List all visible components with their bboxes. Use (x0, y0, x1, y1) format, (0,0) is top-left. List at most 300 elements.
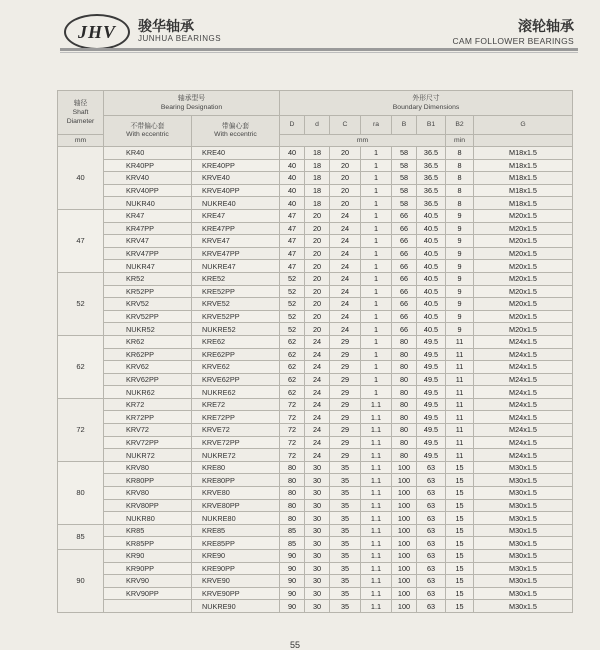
dim-C-cell: 24 (330, 285, 361, 298)
thread-G-cell: M30x1.5 (474, 512, 573, 525)
dim-d-cell: 18 (305, 172, 330, 185)
dim-B-cell: 80 (392, 361, 417, 374)
dim-D-cell: 85 (280, 524, 305, 537)
with-eccentric-en: With eccentric (214, 131, 257, 138)
table-row (58, 411, 573, 424)
dim-B2-cell: 9 (446, 272, 474, 285)
dim-ra-cell: 1.1 (361, 449, 392, 462)
designation-with-cell: KRE72PP (192, 411, 280, 424)
thread-G-cell: M24x1.5 (474, 424, 573, 437)
thread-G-cell: M24x1.5 (474, 348, 573, 361)
dim-D-cell: 62 (280, 361, 305, 374)
dim-ra-cell: 1.1 (361, 537, 392, 550)
designation-without-cell: NUKR52 (104, 323, 192, 336)
table-row (58, 184, 573, 197)
designation-header (104, 91, 280, 116)
dim-B1-cell: 63 (417, 524, 446, 537)
dim-d-cell: 24 (305, 361, 330, 374)
unit-blank (474, 135, 573, 147)
dim-B2-cell: 11 (446, 411, 474, 424)
unit-min: min (446, 135, 474, 147)
dim-D-cell: 52 (280, 298, 305, 311)
dim-d-cell: 24 (305, 436, 330, 449)
designation-with-cell: KRVE40PP (192, 184, 280, 197)
dim-B1-cell: 36.5 (417, 184, 446, 197)
dim-B1-cell: 36.5 (417, 159, 446, 172)
dim-B-cell: 100 (392, 512, 417, 525)
designation-with-cell: KRE90 (192, 550, 280, 563)
dim-ra-cell: 1 (361, 285, 392, 298)
thread-G-cell: M20x1.5 (474, 298, 573, 311)
dim-B2-cell: 8 (446, 172, 474, 185)
dim-B-cell: 58 (392, 184, 417, 197)
dim-B-cell: 100 (392, 524, 417, 537)
dim-D-cell: 72 (280, 449, 305, 462)
dim-D-cell: 47 (280, 209, 305, 222)
designation-with-cell: NUKRE40 (192, 197, 280, 210)
dim-d-cell: 20 (305, 323, 330, 336)
dim-B-cell: 80 (392, 411, 417, 424)
dim-B1-cell: 40.5 (417, 298, 446, 311)
table-row (58, 310, 573, 323)
designation-without-cell: NUKR62 (104, 386, 192, 399)
dim-B1-cell: 63 (417, 600, 446, 613)
dim-D-cell: 62 (280, 373, 305, 386)
dim-B-cell: 66 (392, 323, 417, 336)
dim-ra-cell: 1 (361, 222, 392, 235)
designation-without-cell: KRV80PP (104, 499, 192, 512)
dim-B1-cell: 40.5 (417, 235, 446, 248)
dim-B-cell: 66 (392, 260, 417, 273)
designation-with-cell: NUKRE52 (192, 323, 280, 336)
dim-D-cell: 62 (280, 386, 305, 399)
dim-C-cell: 35 (330, 575, 361, 588)
dim-B2-cell: 15 (446, 600, 474, 613)
dim-D-cell: 85 (280, 537, 305, 550)
designation-with-cell: KRVE52PP (192, 310, 280, 323)
designation-with-cell: NUKRE72 (192, 449, 280, 462)
dim-C-cell: 35 (330, 600, 361, 613)
thread-G-cell: M20x1.5 (474, 235, 573, 248)
shaft-diameter-cell: 47 (58, 209, 104, 272)
dim-C-cell: 24 (330, 310, 361, 323)
dim-C-cell: 29 (330, 411, 361, 424)
dim-D-cell: 72 (280, 398, 305, 411)
dim-d-cell: 30 (305, 487, 330, 500)
col-header-D: D (280, 116, 305, 135)
thread-G-cell: M30x1.5 (474, 537, 573, 550)
dim-ra-cell: 1 (361, 260, 392, 273)
designation-with-cell: NUKRE62 (192, 386, 280, 399)
dim-C-cell: 20 (330, 147, 361, 160)
designation-with-cell: KRVE90 (192, 575, 280, 588)
dim-B2-cell: 9 (446, 247, 474, 260)
dim-B2-cell: 15 (446, 474, 474, 487)
table-row (58, 335, 573, 348)
dim-B1-cell: 40.5 (417, 260, 446, 273)
dim-ra-cell: 1 (361, 361, 392, 374)
dim-B2-cell: 11 (446, 335, 474, 348)
designation-with-cell: KRVE62 (192, 361, 280, 374)
dim-C-cell: 20 (330, 172, 361, 185)
designation-without-cell: KRV72PP (104, 436, 192, 449)
designation-without-cell (104, 600, 192, 613)
dim-B2-cell: 11 (446, 449, 474, 462)
dim-B1-cell: 40.5 (417, 209, 446, 222)
designation-without-cell: KR62PP (104, 348, 192, 361)
dim-B2-cell: 8 (446, 147, 474, 160)
dim-B2-cell: 11 (446, 436, 474, 449)
dim-C-cell: 24 (330, 298, 361, 311)
dim-d-cell: 18 (305, 184, 330, 197)
table-row (58, 424, 573, 437)
dim-B-cell: 80 (392, 436, 417, 449)
table-row (58, 147, 573, 160)
dim-B-cell: 80 (392, 348, 417, 361)
dim-d-cell: 18 (305, 197, 330, 210)
dim-d-cell: 24 (305, 424, 330, 437)
dim-D-cell: 62 (280, 335, 305, 348)
dim-D-cell: 80 (280, 487, 305, 500)
dim-B1-cell: 63 (417, 537, 446, 550)
dim-B2-cell: 9 (446, 285, 474, 298)
dim-ra-cell: 1 (361, 147, 392, 160)
dim-C-cell: 35 (330, 524, 361, 537)
dim-d-cell: 30 (305, 461, 330, 474)
table-row (58, 499, 573, 512)
dim-B2-cell: 15 (446, 575, 474, 588)
dim-d-cell: 30 (305, 587, 330, 600)
dim-C-cell: 24 (330, 235, 361, 248)
thread-G-cell: M30x1.5 (474, 524, 573, 537)
dim-D-cell: 52 (280, 310, 305, 323)
dim-B2-cell: 8 (446, 159, 474, 172)
dim-B1-cell: 40.5 (417, 272, 446, 285)
dim-D-cell: 40 (280, 172, 305, 185)
dim-d-cell: 30 (305, 524, 330, 537)
thread-G-cell: M30x1.5 (474, 474, 573, 487)
dim-B1-cell: 49.5 (417, 361, 446, 374)
table-row (58, 285, 573, 298)
dim-B2-cell: 15 (446, 499, 474, 512)
designation-without-cell: KR72 (104, 398, 192, 411)
dim-B1-cell: 36.5 (417, 147, 446, 160)
dim-C-cell: 35 (330, 499, 361, 512)
dim-ra-cell: 1.1 (361, 524, 392, 537)
dim-C-cell: 29 (330, 424, 361, 437)
dim-B2-cell: 9 (446, 235, 474, 248)
table-row (58, 474, 573, 487)
dim-B2-cell: 15 (446, 562, 474, 575)
dim-d-cell: 30 (305, 550, 330, 563)
dim-ra-cell: 1 (361, 298, 392, 311)
designation-without-cell: KRV90PP (104, 587, 192, 600)
shaft-header (58, 91, 104, 135)
thread-G-cell: M20x1.5 (474, 222, 573, 235)
dim-B1-cell: 63 (417, 587, 446, 600)
designation-header-cn: 轴承型号 (177, 95, 206, 102)
dim-d-cell: 30 (305, 575, 330, 588)
dim-D-cell: 90 (280, 600, 305, 613)
designation-with-cell: KRE62 (192, 335, 280, 348)
dim-d-cell: 30 (305, 512, 330, 525)
table-row (58, 550, 573, 563)
table-row (58, 436, 573, 449)
designation-with-cell: KRVE52 (192, 298, 280, 311)
shaft-header-en2: Diameter (66, 118, 95, 125)
dim-D-cell: 40 (280, 184, 305, 197)
dim-B-cell: 100 (392, 575, 417, 588)
dim-ra-cell: 1.1 (361, 436, 392, 449)
dim-B-cell: 58 (392, 197, 417, 210)
page-title-cn: 滚轮轴承 (518, 18, 574, 34)
bearing-spec-table (57, 90, 573, 613)
designation-without-cell: KR72PP (104, 411, 192, 424)
designation-without-cell: KRV80 (104, 461, 192, 474)
thread-G-cell: M24x1.5 (474, 449, 573, 462)
designation-without-cell: KR85PP (104, 537, 192, 550)
thread-G-cell: M30x1.5 (474, 550, 573, 563)
dim-B-cell: 100 (392, 587, 417, 600)
dim-ra-cell: 1 (361, 373, 392, 386)
designation-with-cell: KRE40PP (192, 159, 280, 172)
dim-C-cell: 24 (330, 272, 361, 285)
shaft-diameter-cell: 72 (58, 398, 104, 461)
designation-header-en: Bearing Designation (160, 104, 223, 111)
designation-without-cell: KR80PP (104, 474, 192, 487)
dim-B1-cell: 63 (417, 512, 446, 525)
thread-G-cell: M18x1.5 (474, 159, 573, 172)
dim-d-cell: 24 (305, 373, 330, 386)
dim-B1-cell: 49.5 (417, 411, 446, 424)
shaft-header-cn: 轴径 (73, 100, 88, 107)
dim-B2-cell: 15 (446, 461, 474, 474)
logo-text: JHV (77, 21, 116, 42)
designation-without-cell: KR47 (104, 209, 192, 222)
table-row (58, 524, 573, 537)
dim-D-cell: 72 (280, 411, 305, 424)
brand-name-cn: 骏华轴承 (138, 18, 194, 34)
dim-d-cell: 20 (305, 222, 330, 235)
dim-D-cell: 52 (280, 323, 305, 336)
designation-with-cell: KRE85PP (192, 537, 280, 550)
dim-B2-cell: 9 (446, 298, 474, 311)
table-row (58, 575, 573, 588)
dim-ra-cell: 1.1 (361, 600, 392, 613)
dim-C-cell: 35 (330, 550, 361, 563)
dim-B1-cell: 63 (417, 562, 446, 575)
dim-C-cell: 29 (330, 335, 361, 348)
shaft-unit: mm (58, 135, 104, 147)
designation-without-cell: KRV62PP (104, 373, 192, 386)
designation-without-cell: KRV47 (104, 235, 192, 248)
table-row (58, 235, 573, 248)
table-row (58, 587, 573, 600)
thread-G-cell: M24x1.5 (474, 436, 573, 449)
dim-B-cell: 58 (392, 172, 417, 185)
dim-ra-cell: 1 (361, 348, 392, 361)
table-row (58, 386, 573, 399)
dim-B2-cell: 15 (446, 537, 474, 550)
designation-with-cell: KRE72 (192, 398, 280, 411)
shaft-diameter-cell: 80 (58, 461, 104, 524)
dim-B2-cell: 9 (446, 260, 474, 273)
designation-without-cell: KR40 (104, 147, 192, 160)
dim-D-cell: 62 (280, 348, 305, 361)
dim-ra-cell: 1 (361, 310, 392, 323)
table-row (58, 512, 573, 525)
dim-C-cell: 35 (330, 537, 361, 550)
col-header-B2: B2 (446, 116, 474, 135)
dim-B1-cell: 40.5 (417, 222, 446, 235)
dim-D-cell: 47 (280, 235, 305, 248)
dim-ra-cell: 1.1 (361, 575, 392, 588)
dim-B1-cell: 40.5 (417, 323, 446, 336)
dim-ra-cell: 1.1 (361, 461, 392, 474)
dim-B1-cell: 63 (417, 575, 446, 588)
dim-d-cell: 18 (305, 159, 330, 172)
thread-G-cell: M30x1.5 (474, 587, 573, 600)
dim-B2-cell: 11 (446, 424, 474, 437)
dim-D-cell: 80 (280, 474, 305, 487)
dim-d-cell: 30 (305, 600, 330, 613)
designation-without-cell: KR52PP (104, 285, 192, 298)
thread-G-cell: M20x1.5 (474, 209, 573, 222)
dim-ra-cell: 1.1 (361, 587, 392, 600)
thread-G-cell: M24x1.5 (474, 398, 573, 411)
dim-C-cell: 35 (330, 474, 361, 487)
dim-C-cell: 35 (330, 587, 361, 600)
shaft-header-en: Shaft (72, 109, 89, 116)
table-row (58, 373, 573, 386)
header-divider (60, 48, 578, 51)
designation-without-cell: KRV40PP (104, 184, 192, 197)
table-row (58, 298, 573, 311)
shaft-diameter-cell: 62 (58, 335, 104, 398)
dimensions-header (280, 91, 573, 116)
without-eccentric-header (104, 116, 192, 147)
dim-D-cell: 40 (280, 197, 305, 210)
thread-G-cell: M30x1.5 (474, 562, 573, 575)
dim-C-cell: 29 (330, 348, 361, 361)
thread-G-cell: M24x1.5 (474, 373, 573, 386)
dim-B1-cell: 49.5 (417, 436, 446, 449)
col-header-d: d (305, 116, 330, 135)
dim-B-cell: 100 (392, 562, 417, 575)
designation-without-cell: KR47PP (104, 222, 192, 235)
dim-d-cell: 20 (305, 285, 330, 298)
dim-D-cell: 90 (280, 587, 305, 600)
dim-B-cell: 66 (392, 222, 417, 235)
designation-without-cell: KR90 (104, 550, 192, 563)
dim-C-cell: 24 (330, 247, 361, 260)
designation-without-cell: KRV52PP (104, 310, 192, 323)
page-title-en: CAM FOLLOWER BEARINGS (452, 36, 574, 46)
table-row (58, 361, 573, 374)
dim-B1-cell: 63 (417, 461, 446, 474)
dim-C-cell: 35 (330, 512, 361, 525)
dim-B2-cell: 15 (446, 550, 474, 563)
designation-without-cell: KRV52 (104, 298, 192, 311)
designation-without-cell: NUKR72 (104, 449, 192, 462)
table-row (58, 272, 573, 285)
designation-with-cell: KRVE90PP (192, 587, 280, 600)
dim-ra-cell: 1 (361, 172, 392, 185)
dim-B1-cell: 40.5 (417, 285, 446, 298)
dim-B2-cell: 11 (446, 361, 474, 374)
col-header-ra: ra (361, 116, 392, 135)
designation-with-cell: NUKRE90 (192, 600, 280, 613)
dim-B2-cell: 9 (446, 209, 474, 222)
thread-G-cell: M24x1.5 (474, 361, 573, 374)
dim-d-cell: 20 (305, 260, 330, 273)
dim-D-cell: 90 (280, 562, 305, 575)
dim-C-cell: 29 (330, 386, 361, 399)
designation-without-cell: KR62 (104, 335, 192, 348)
dim-d-cell: 24 (305, 449, 330, 462)
dim-d-cell: 30 (305, 562, 330, 575)
dim-d-cell: 20 (305, 209, 330, 222)
brand-logo (64, 14, 130, 50)
dim-C-cell: 35 (330, 562, 361, 575)
dim-B2-cell: 8 (446, 184, 474, 197)
dim-B-cell: 66 (392, 235, 417, 248)
dimensions-header-en: Boundary Dimensions (392, 104, 460, 111)
dim-B-cell: 66 (392, 209, 417, 222)
table-row (58, 323, 573, 336)
dim-D-cell: 52 (280, 272, 305, 285)
dim-B-cell: 100 (392, 537, 417, 550)
dim-D-cell: 40 (280, 147, 305, 160)
thread-G-cell: M18x1.5 (474, 147, 573, 160)
dim-B2-cell: 11 (446, 386, 474, 399)
dim-B-cell: 80 (392, 424, 417, 437)
designation-with-cell: KRE62PP (192, 348, 280, 361)
dim-B-cell: 100 (392, 474, 417, 487)
dim-B-cell: 80 (392, 449, 417, 462)
shaft-diameter-cell: 40 (58, 147, 104, 210)
dim-B2-cell: 9 (446, 310, 474, 323)
dim-ra-cell: 1.1 (361, 562, 392, 575)
designation-without-cell: KRV72 (104, 424, 192, 437)
dim-C-cell: 24 (330, 260, 361, 273)
designation-without-cell: KRV62 (104, 361, 192, 374)
designation-with-cell: KRE80 (192, 461, 280, 474)
thread-G-cell: M30x1.5 (474, 575, 573, 588)
dim-ra-cell: 1.1 (361, 550, 392, 563)
dim-ra-cell: 1 (361, 159, 392, 172)
dim-d-cell: 20 (305, 310, 330, 323)
dim-B1-cell: 49.5 (417, 386, 446, 399)
dim-C-cell: 24 (330, 222, 361, 235)
designation-with-cell: KRVE80 (192, 487, 280, 500)
dim-B1-cell: 49.5 (417, 335, 446, 348)
dim-D-cell: 80 (280, 461, 305, 474)
dim-B2-cell: 15 (446, 587, 474, 600)
dim-B2-cell: 9 (446, 323, 474, 336)
designation-with-cell: KRE47 (192, 209, 280, 222)
designation-with-cell: KRVE80PP (192, 499, 280, 512)
dim-B1-cell: 49.5 (417, 424, 446, 437)
dim-B-cell: 80 (392, 398, 417, 411)
dim-B-cell: 66 (392, 310, 417, 323)
thread-G-cell: M18x1.5 (474, 172, 573, 185)
dim-B2-cell: 15 (446, 512, 474, 525)
thread-G-cell: M24x1.5 (474, 335, 573, 348)
dim-B-cell: 80 (392, 373, 417, 386)
dim-D-cell: 47 (280, 260, 305, 273)
dim-B-cell: 100 (392, 499, 417, 512)
